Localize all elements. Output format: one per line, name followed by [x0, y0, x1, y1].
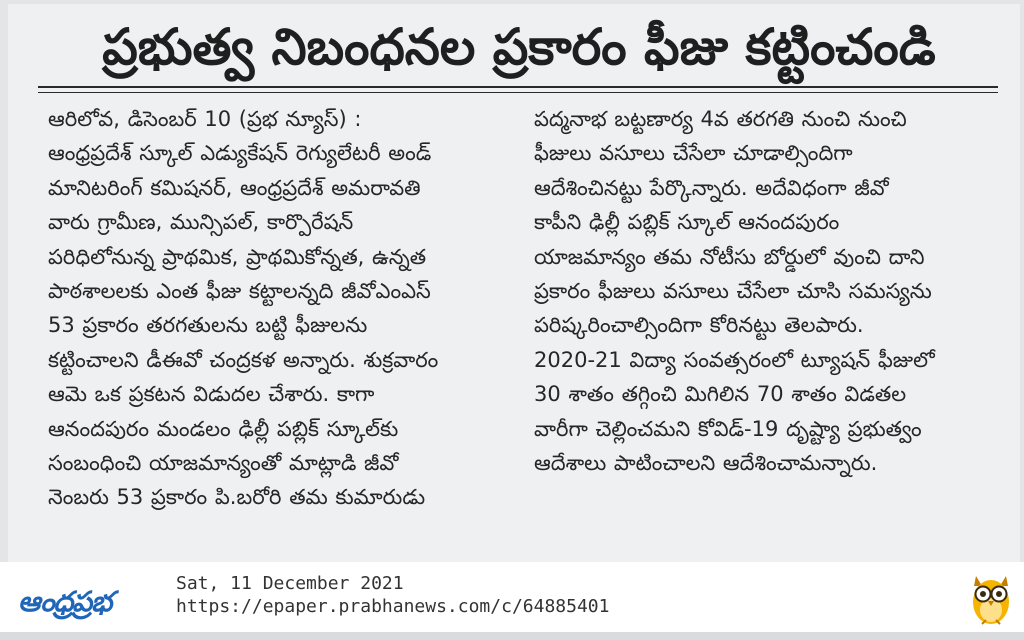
article-line: పాఠశాలలకు ఎంత ఫీజు కట్టాలన్నది జీవోఎంఎస్ [48, 278, 431, 303]
article-line: ఆమె ఒక ప్రకటన విడుదల చేశారు. కాగా [48, 382, 375, 407]
headline-divider [38, 86, 998, 93]
andhra-prabha-logo[interactable]: ఆంధ్రప్రభ [18, 585, 112, 618]
owl-icon-graphic [968, 570, 1014, 628]
article-column-left [48, 102, 510, 515]
article-line: ఆరిలోవ, డిసెంబర్ 10 (ప్రభ న్యూస్) : [48, 107, 362, 131]
article-line: ఆంధ్రప్రదేశ్ స్కూల్ ఎడ్యుకేషన్ రెగ్యులేటరీ అండ్ [48, 141, 432, 166]
article-line: 30 శాతం తగ్గించి మిగిలిన 70 శాతం విడతల [534, 382, 907, 407]
article-line: యాజమాన్యం తమ నోటీసు బోర్డులో వుంచి దాని [534, 244, 925, 269]
article-line: కాపీని ఢిల్లీ పబ్లిక్ స్కూల్ ఆనందపురం [534, 210, 840, 235]
article-line: నెంబరు 53 ప్రకారం పి.బరోరి తమ కుమారుడు [48, 485, 426, 510]
article-line: వారు గ్రామీణ, మున్సిపల్, కార్పొరేషన్ [48, 210, 354, 235]
article-line: ఆదేశించినట్టు పేర్కొన్నారు. అదేవిధంగా జీవో [534, 175, 889, 200]
article-line: పరిధిలోనున్న ప్రాథమిక, ప్రాథమికోన్నత, ఉన్నత [48, 244, 427, 269]
article-line: ఆనందపురం మండలం ఢిల్లీ పబ్లిక్ స్కూల్‌కు [48, 416, 399, 441]
publish-date: Sat, 11 December 2021 [176, 573, 404, 594]
clip-meta [176, 572, 609, 618]
article-line: ప్రకారం ఫీజులు వసూలు చేసేలా చూసి సమస్యను [534, 278, 932, 303]
article-line: ఫీజులు వసూలు చేసేలా చూడాల్సిందిగా [534, 141, 853, 166]
article-line: 2020-21 విద్యా సంవత్సరంలో ట్యూషన్ ఫీజులో [534, 347, 935, 372]
article-line: పద్మనాభ బట్టణార్య 4వ తరగతి నుంచి నుంచి [534, 107, 907, 131]
bottom-strip [0, 632, 1024, 640]
owl-icon [968, 570, 1014, 628]
headline: ప్రభుత్వ నిబంధనల ప్రకారం ఫీజు కట్టించండి [102, 18, 936, 76]
article-line: వారీగా చెల్లించమని కోవిడ్-19 దృష్ట్యా ప్రభుత్వం [534, 416, 922, 441]
article-line: కట్టించాలని డీఈవో చంద్రకళ అన్నారు. శుక్రవారం [48, 347, 439, 372]
article-line: పరిష్కరించాల్సిందిగా కోరినట్టు తెలపారు. [534, 313, 864, 338]
article-line: 53 ప్రకారం తరగతులను బట్టి ఫీజులను [48, 313, 368, 338]
article-line: సంబంధించి యాజమాన్యంతో మాట్లాడి జీవో [48, 450, 399, 475]
epaper-footer [0, 562, 1024, 640]
article-line: ఆదేశాలు పాటించాలని ఆదేశించామన్నారు. [534, 450, 878, 475]
article-column-right [534, 102, 996, 480]
newspaper-clipping [8, 4, 1020, 562]
clip-url-link[interactable]: https://epaper.prabhanews.com/c/64885401 [176, 596, 610, 617]
article-line: మానిటరింగ్ కమిషనర్, ఆంధ్రప్రదేశ్ అమరావతి [48, 175, 421, 200]
